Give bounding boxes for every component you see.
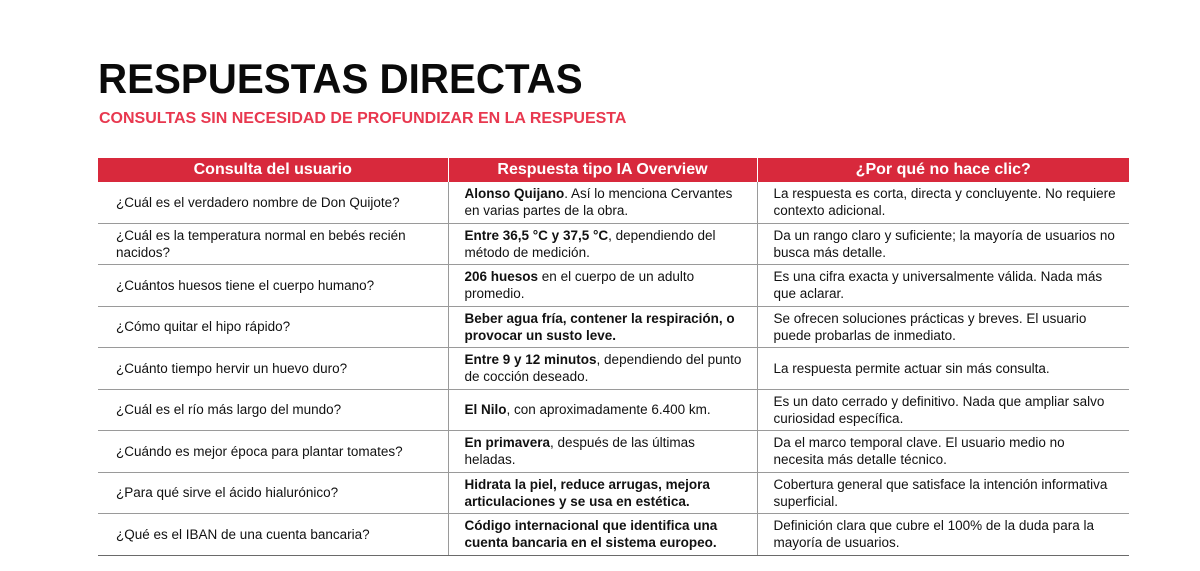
answer-rest: en el cuerpo de un adulto promedio. bbox=[464, 269, 695, 302]
reason-cell: La respuesta es corta, directa y concluyente. No requiere contexto adicional. bbox=[757, 182, 1129, 223]
header-query: Consulta del usuario bbox=[98, 158, 448, 182]
reason-cell: Es una cifra exacta y universalmente válida. Nada más que aclarar. bbox=[757, 265, 1129, 307]
answer-cell bbox=[448, 265, 757, 307]
reason-cell: Da un rango claro y suficiente; la mayoría de usuarios no busca más detalle. bbox=[757, 223, 1129, 265]
answer-bold: Código internacional que identifica una cuenta bancaria en el sistema europeo. bbox=[464, 518, 718, 551]
table-row bbox=[98, 389, 1129, 431]
table-row bbox=[98, 472, 1129, 514]
reason-cell: La respuesta permite actuar sin más consulta. bbox=[757, 348, 1129, 390]
query-cell: ¿Para qué sirve el ácido hialurónico? bbox=[98, 472, 448, 514]
answer-rest: , después de las últimas heladas. bbox=[464, 435, 695, 468]
answer-cell bbox=[448, 306, 757, 348]
answer-bold: Entre 9 y 12 minutos bbox=[464, 352, 597, 368]
answer-bold: Hidrata la piel, reduce arrugas, mejora articulaciones y se usa en estética. bbox=[464, 476, 710, 509]
table-row bbox=[98, 265, 1129, 307]
answer-cell bbox=[448, 472, 757, 514]
answer-bold: Entre 36,5 °C y 37,5 °C bbox=[464, 227, 609, 243]
answer-cell bbox=[448, 389, 757, 431]
answer-cell bbox=[448, 514, 757, 556]
query-cell: ¿Qué es el IBAN de una cuenta bancaria? bbox=[98, 514, 448, 556]
answer-bold: En primavera bbox=[464, 435, 551, 451]
table-row bbox=[98, 514, 1129, 556]
answer-bold: Alonso Quijano bbox=[464, 186, 565, 202]
table-row bbox=[98, 306, 1129, 348]
query-cell: ¿Cómo quitar el hipo rápido? bbox=[98, 306, 448, 348]
query-cell: ¿Cuál es el verdadero nombre de Don Quijote? bbox=[98, 182, 448, 223]
answers-table bbox=[98, 158, 1129, 556]
reason-cell: Se ofrecen soluciones prácticas y breves. El usuario puede probarlas de inmediato. bbox=[757, 306, 1129, 348]
answer-rest: , con aproximadamente 6.400 km. bbox=[506, 402, 711, 418]
answer-rest: , dependiendo del método de medición. bbox=[464, 227, 716, 260]
reason-cell: Es un dato cerrado y definitivo. Nada que ampliar salvo curiosidad específica. bbox=[757, 389, 1129, 431]
answer-cell bbox=[448, 431, 757, 473]
table-row bbox=[98, 348, 1129, 390]
answer-cell bbox=[448, 223, 757, 265]
reason-cell: Cobertura general que satisface la intención informativa superficial. bbox=[757, 472, 1129, 514]
query-cell: ¿Cuánto tiempo hervir un huevo duro? bbox=[98, 348, 448, 390]
header-answer: Respuesta tipo IA Overview bbox=[448, 158, 757, 182]
query-cell: ¿Cuándo es mejor época para plantar tomates? bbox=[98, 431, 448, 473]
answer-rest: . Así lo menciona Cervantes en varias partes de la obra. bbox=[464, 186, 733, 219]
table-row bbox=[98, 223, 1129, 265]
answer-bold: 206 huesos bbox=[464, 269, 539, 285]
table-header-row bbox=[98, 158, 1129, 182]
answer-rest: , dependiendo del punto de cocción deseado. bbox=[464, 352, 742, 385]
answer-cell bbox=[448, 348, 757, 390]
query-cell: ¿Cuál es la temperatura normal en bebés recién nacidos? bbox=[98, 223, 448, 265]
table-row bbox=[98, 182, 1129, 223]
header-reason: ¿Por qué no hace clic? bbox=[757, 158, 1129, 182]
answer-bold: Beber agua fría, contener la respiración, o provocar un susto leve. bbox=[464, 310, 735, 343]
reason-cell: Da el marco temporal clave. El usuario medio no necesita más detalle técnico. bbox=[757, 431, 1129, 473]
page-title: RESPUESTAS DIRECTAS bbox=[98, 55, 583, 102]
answer-cell bbox=[448, 182, 757, 223]
page-subtitle: CONSULTAS SIN NECESIDAD DE PROFUNDIZAR EN LA RESPUESTA bbox=[99, 110, 627, 127]
answer-bold: El Nilo bbox=[464, 402, 507, 418]
query-cell: ¿Cuál es el río más largo del mundo? bbox=[98, 389, 448, 431]
table-row bbox=[98, 431, 1129, 473]
query-cell: ¿Cuántos huesos tiene el cuerpo humano? bbox=[98, 265, 448, 307]
reason-cell: Definición clara que cubre el 100% de la duda para la mayoría de usuarios. bbox=[757, 514, 1129, 556]
